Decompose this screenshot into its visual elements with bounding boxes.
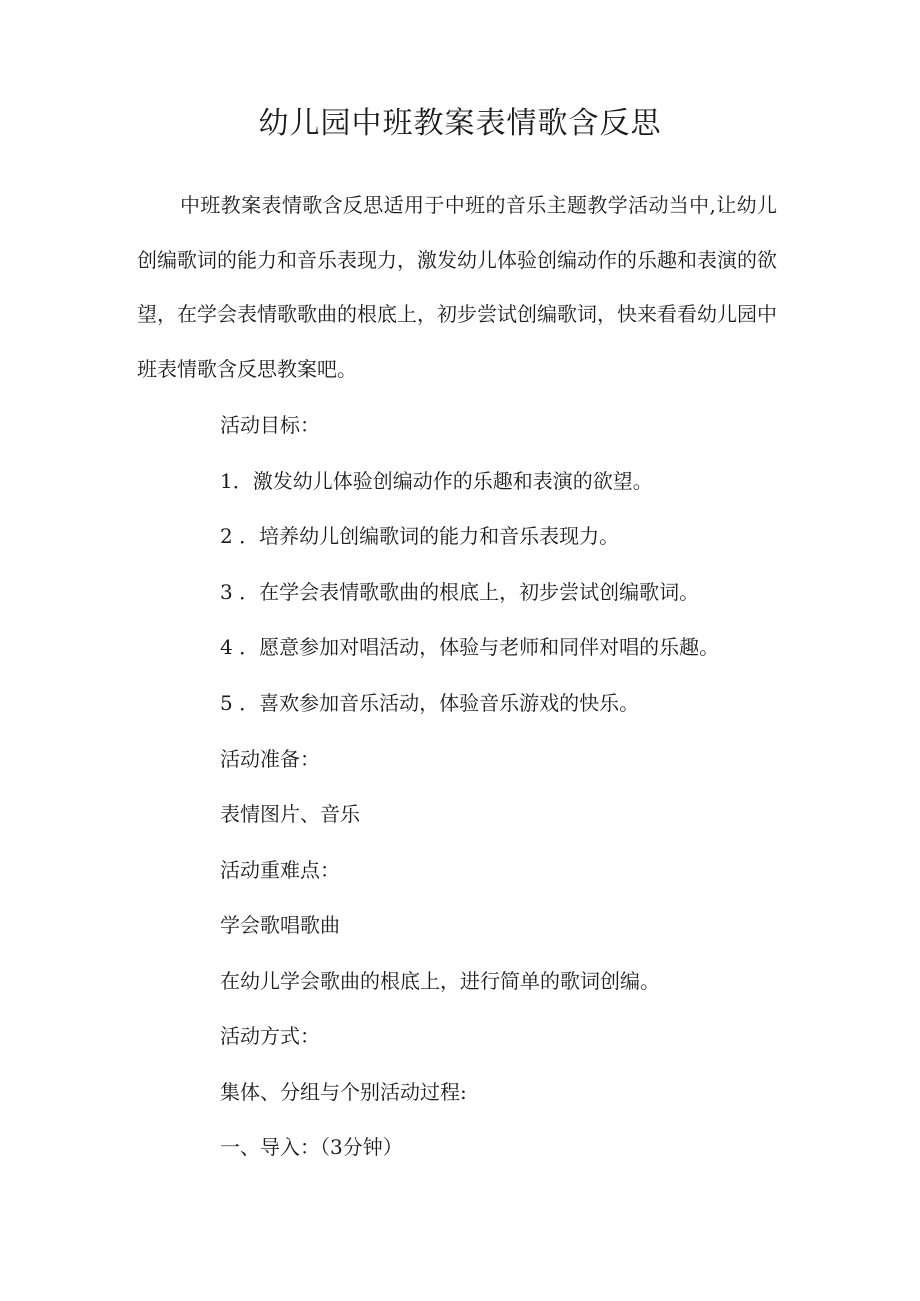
keypoint-item-2: 在幼儿学会歌曲的根底上，进行简单的歌词创编。 (220, 969, 660, 993)
goal-item-1: 1．激发幼儿体验创编动作的乐趣和表演的欲望。 (220, 469, 653, 493)
keypoint-item-1: 学会歌唱歌曲 (220, 913, 340, 937)
goal-item-5: 5 ．喜欢参加音乐活动，体验音乐游戏的快乐。 (220, 691, 640, 715)
goal-item-3: 3 ．在学会表情歌歌曲的根底上，初步尝试创编歌词。 (220, 580, 700, 604)
method-heading: 活动方式： (220, 1024, 320, 1048)
goal-item-4: 4 ．愿意参加对唱活动，体验与老师和同伴对唱的乐趣。 (220, 635, 720, 659)
keypoints-heading: 活动重难点： (220, 858, 340, 882)
intro-paragraph: 中班教案表情歌含反思适用于中班的音乐主题教学活动当中,让幼儿创编歌词的能力和音乐表现力，激发幼儿体验创编动作的乐趣和表演的欲望，在学会表情歌歌曲的根底上，初步尝试创编歌词，快来看看幼儿园中班表情歌含反思教案吧。 (137, 193, 777, 381)
step-1-heading: 一、导入：（3分钟） (220, 1135, 403, 1159)
method-text: 集体、分组与个别活动过程: (220, 1080, 467, 1104)
goals-heading: 活动目标： (220, 413, 320, 437)
prep-heading: 活动准备： (220, 747, 320, 771)
document-title: 幼儿园中班教案表情歌含反思 (258, 106, 662, 141)
prep-text: 表情图片、音乐 (220, 802, 360, 826)
goal-item-2: 2 ．培养幼儿创编歌词的能力和音乐表现力。 (220, 524, 620, 548)
